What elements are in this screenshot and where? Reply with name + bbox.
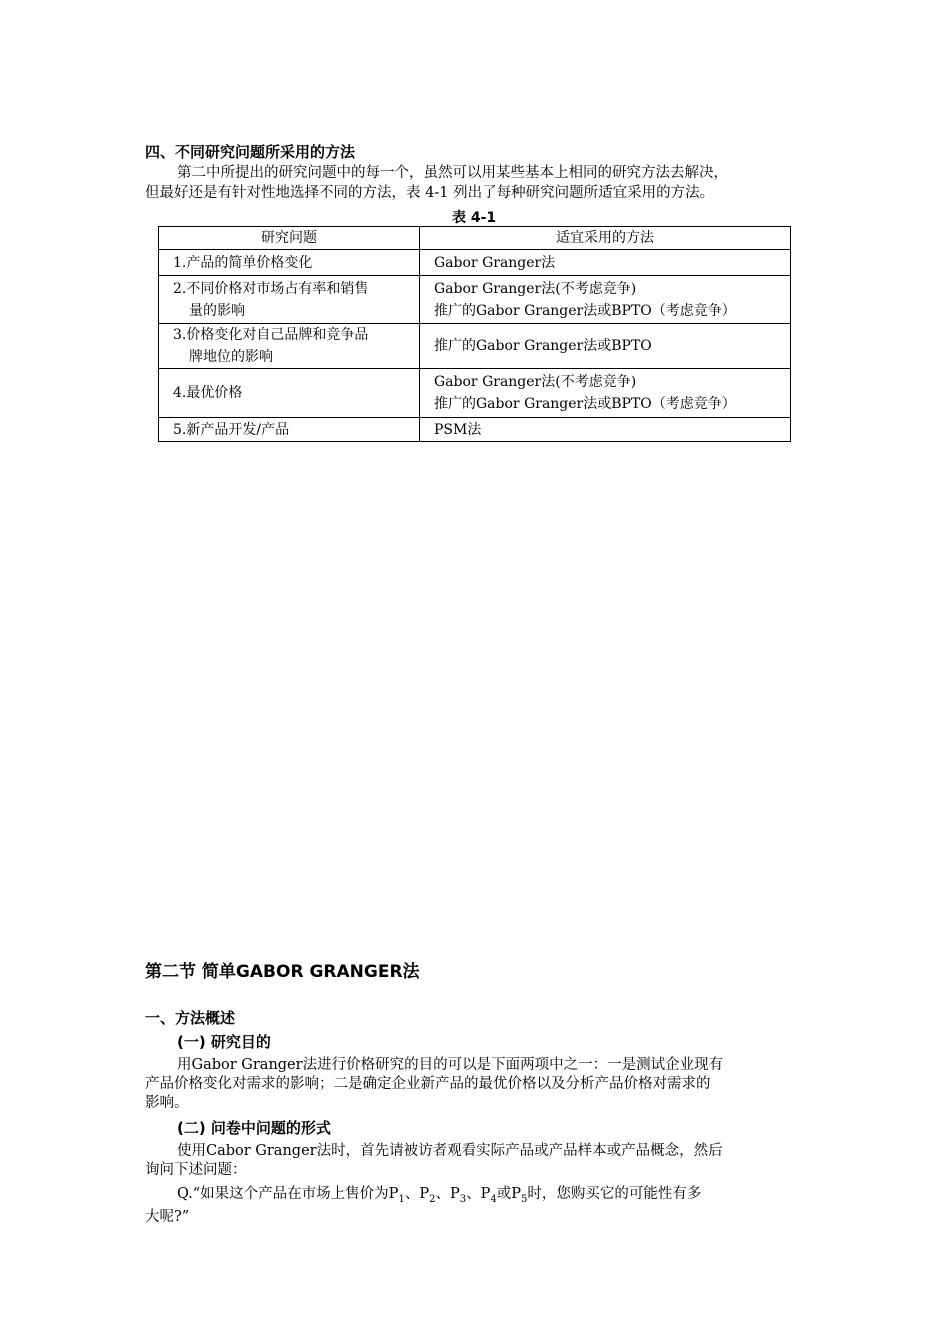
subsection-heading: (二) 问卷中问题的形式 bbox=[177, 1119, 331, 1137]
section-heading: 四、不同研究问题所采用的方法 bbox=[145, 143, 356, 161]
paragraph-line: 询问下述问题： bbox=[145, 1162, 247, 1178]
paragraph-line: 影响。 bbox=[145, 1095, 189, 1111]
subsection-heading: 一、方法概述 bbox=[145, 1009, 236, 1027]
paragraph-line: 用Gabor Granger法进行价格研究的目的可以是下面两项中之一：一是测试企业现有 bbox=[177, 1057, 724, 1073]
table-row bbox=[159, 418, 791, 442]
table-row bbox=[159, 276, 791, 324]
paragraph-line: 第二中所提出的研究问题中的每一个，虽然可以用某些基本上相同的研究方法去解决， bbox=[177, 165, 728, 181]
subsection-heading: (一) 研究目的 bbox=[177, 1033, 271, 1051]
paragraph-line: 产品价格变化对需求的影响；二是确定企业新产品的最优价格以及分析产品价格对需求的 bbox=[145, 1076, 711, 1092]
question-line: 大呢?” bbox=[145, 1209, 190, 1225]
table-caption: 表 4-1 bbox=[452, 210, 497, 226]
header-problem: 研究问题 bbox=[159, 227, 420, 250]
table-row bbox=[159, 369, 791, 418]
table-row bbox=[159, 250, 791, 276]
table-row bbox=[159, 324, 791, 369]
problem-cell: 4.最优价格 bbox=[159, 369, 420, 418]
problem-cell: 1.产品的简单价格变化 bbox=[159, 250, 420, 276]
table-header-row bbox=[159, 227, 791, 250]
method-cell: Gabor Granger法(不考虑竞争) 推广的Gabor Granger法或BPTO（考虑竞争） bbox=[420, 276, 791, 324]
problem-cell: 5.新产品开发/产品 bbox=[159, 418, 420, 442]
problem-cell: 3.价格变化对自己品牌和竞争品 牌地位的影响 bbox=[159, 324, 420, 369]
method-cell: Gabor Granger法 bbox=[420, 250, 791, 276]
paragraph-line: 使用Cabor Granger法时，首先请被访者观看实际产品或产品样本或产品概念，然后 bbox=[177, 1143, 723, 1159]
method-cell: 推广的Gabor Granger法或BPTO bbox=[420, 324, 791, 369]
method-cell: Gabor Granger法(不考虑竞争) 推广的Gabor Granger法或BPTO（考虑竞争） bbox=[420, 369, 791, 418]
paragraph-line: 但最好还是有针对性地选择不同的方法，表 4-1 列出了每种研究问题所适宜采用的方法。 bbox=[145, 185, 715, 201]
method-cell: PSM法 bbox=[420, 418, 791, 442]
header-method: 适宜采用的方法 bbox=[420, 227, 791, 250]
section-title: 第二节 简单GABOR GRANGER法 bbox=[145, 962, 420, 982]
problem-cell: 2.不同价格对市场占有率和销售 量的影响 bbox=[159, 276, 420, 324]
methods-table bbox=[158, 226, 791, 442]
question-line: Q.“如果这个产品在市场上售价为$P_1$、$P_2$、$P_3$、$P_4$或$P_5$时，您购买它的可能性有多 bbox=[177, 1186, 702, 1205]
